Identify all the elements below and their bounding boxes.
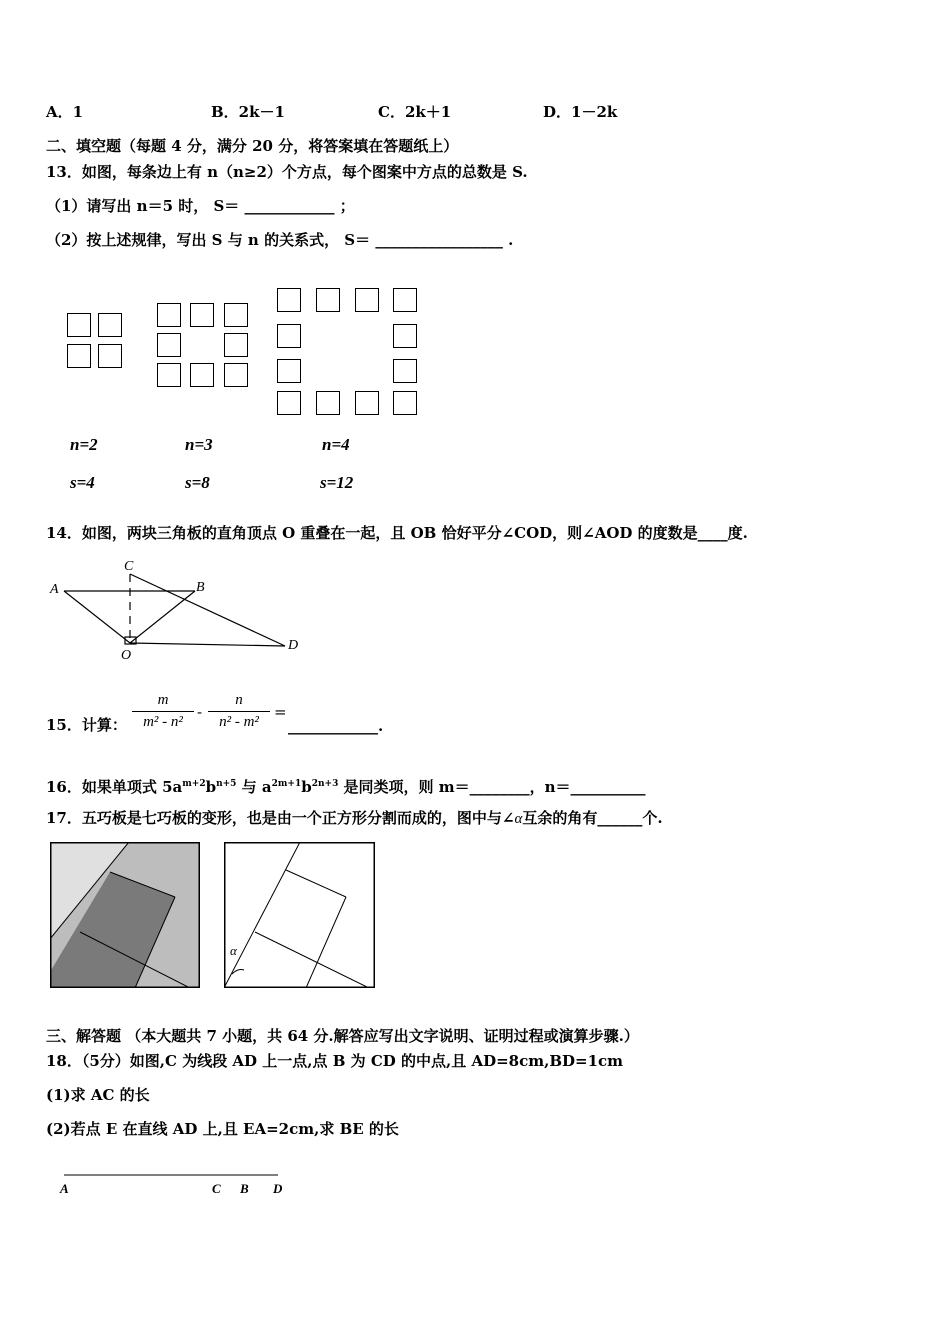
- q13-s2-label: s=4: [70, 473, 95, 492]
- q16-suffix: 是同类项，则 m＝________，n＝__________: [338, 778, 646, 796]
- q14-triangle-figure: [40, 555, 320, 670]
- q16-mid: 与 a: [236, 778, 272, 796]
- q17-shaded-figure: [50, 842, 201, 990]
- q13-n2-label: n=2: [70, 435, 98, 454]
- q16-prefix: 16．如果单项式 5a: [46, 778, 183, 796]
- q16-b2: b: [301, 778, 312, 796]
- q17-alpha: α: [514, 811, 523, 827]
- q18-point-c: C: [212, 1181, 221, 1196]
- q16-exp4: 2n+3: [311, 779, 339, 789]
- q13-n4-label: n=4: [322, 435, 350, 454]
- q18-point-a: A: [60, 1181, 69, 1196]
- q15-equals: =: [274, 703, 287, 721]
- q13-stem: 13．如图，每条边上有 n（n≥2）个方点，每个图案中方点的总数是 S.: [46, 163, 528, 181]
- option-c: C．2k＋1: [378, 103, 452, 121]
- option-b: B．2k－1: [211, 103, 285, 121]
- q15-fraction-2: [208, 692, 270, 731]
- q13-s3-label: s=8: [185, 473, 210, 492]
- q17-stem: [46, 809, 663, 828]
- section2-heading: 二、填空题（每题 4 分，满分 20 分，将答案填在答题纸上）: [46, 137, 459, 155]
- q15-prefix: 15．计算：: [46, 716, 127, 734]
- q17-alpha-label: α: [230, 943, 237, 958]
- q16-exp3: 2m+1: [271, 779, 302, 789]
- q13-part1: （1）请写出 n＝5 时， S＝ ____________ ；: [46, 197, 355, 215]
- q13-part2: （2）按上述规律，写出 S 与 n 的关系式， S＝ _________________ .: [46, 231, 514, 249]
- q13-s4-label: s=12: [320, 473, 354, 492]
- q18-point-b: B: [240, 1181, 249, 1196]
- q16-b1: b: [205, 778, 217, 796]
- option-d: D．1－2k: [543, 103, 618, 121]
- q18-segment-line: [60, 1170, 290, 1180]
- q18-point-d: D: [273, 1181, 283, 1196]
- q18-part1: (1)求 AC 的长: [46, 1086, 150, 1104]
- q16-stem: [46, 775, 646, 796]
- q15-frac2-num: n: [208, 692, 270, 712]
- q17-line-figure: [224, 842, 376, 990]
- q14-point-o: O: [121, 648, 132, 663]
- q14-point-c: C: [124, 559, 134, 574]
- q14-stem: 14．如图，两块三角板的直角顶点 O 重叠在一起，且 OB 恰好平分∠COD，则∠AOD 的度数是____度.: [46, 524, 748, 542]
- option-a: A．1: [46, 103, 84, 121]
- q18-stem: 18．（5分）如图,C 为线段 AD 上一点,点 B 为 CD 的中点,且 AD=8cm,BD=1cm: [46, 1052, 624, 1070]
- q15-minus: -: [197, 703, 203, 721]
- q17-stem-a: 17．五巧板是七巧板的变形，也是由一个正方形分割而成的，图中与∠: [46, 809, 515, 827]
- q15-frac1-den: m² - n²: [143, 714, 183, 730]
- q14-point-a: A: [50, 582, 59, 597]
- q14-point-b: B: [196, 580, 205, 595]
- q15-frac2-den: n² - m²: [219, 714, 259, 730]
- q15-blank: ____________.: [288, 717, 384, 735]
- q13-n3-label: n=3: [185, 435, 213, 454]
- q18-part2: (2)若点 E 在直线 AD 上,且 EA=2cm,求 BE 的长: [46, 1120, 399, 1138]
- q17-stem-b: 互余的角有______个.: [522, 809, 663, 827]
- q15-frac1-num: m: [132, 692, 194, 712]
- q15-fraction-1: [132, 692, 194, 731]
- q16-exp1: m+2: [182, 779, 206, 789]
- section3-heading: 三、解答题 （本大题共 7 小题，共 64 分.解答应写出文字说明、证明过程或演算步骤.）: [46, 1027, 639, 1045]
- q16-exp2: n+5: [216, 779, 237, 789]
- q14-point-d: D: [288, 638, 299, 653]
